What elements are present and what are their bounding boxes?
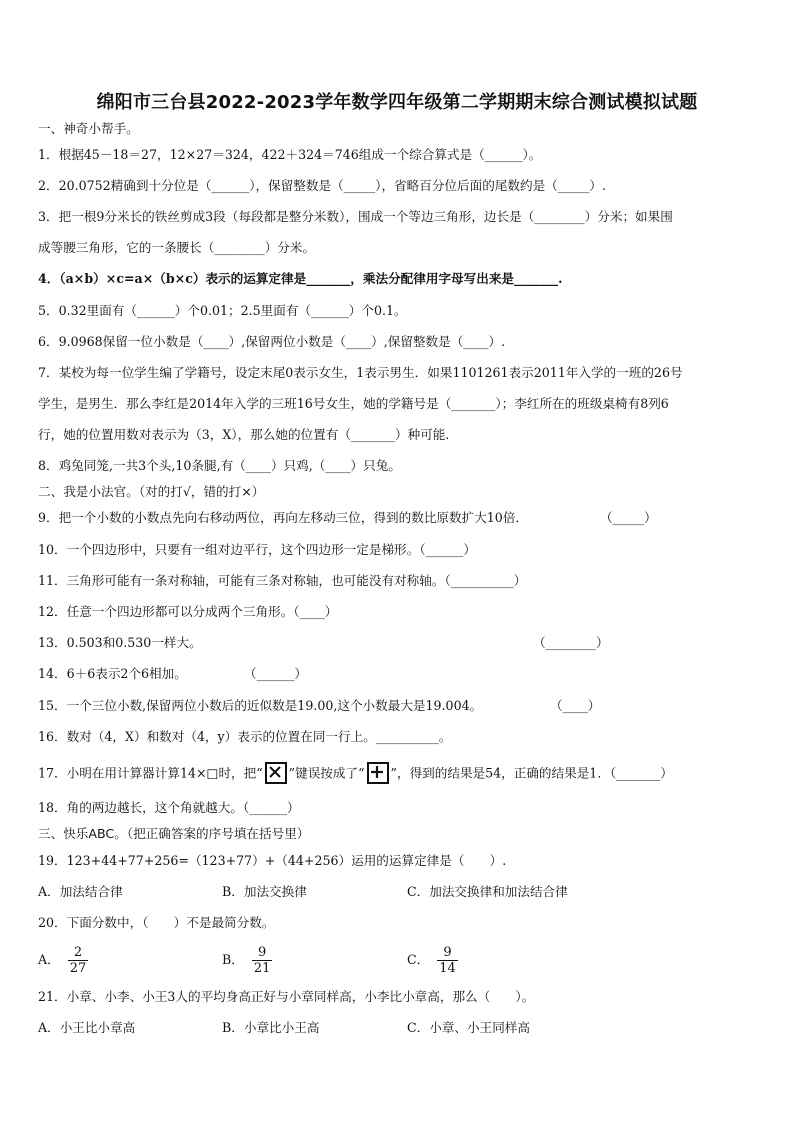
question-21-option-a: A．小王比小章高 <box>38 1020 136 1035</box>
question-15-answer: （____） <box>550 698 601 713</box>
question-7-line-1: 7．某校为每一位学生编了学籍号，设定末尾0表示女生，1表示男生．如果1101261表示2011年入学的一班的26号 <box>38 365 683 380</box>
question-19-option-a: A．加法结合律 <box>38 884 123 899</box>
question-17-part-3: ”，得到的结果是54，正确的结果是1．（_______） <box>390 765 673 781</box>
question-19: 19．123+44+77+256=（123+77）+（44+256）运用的运算定律是（ ）. <box>38 853 507 868</box>
question-15: 15．一个三位小数,保留两位小数后的近似数是19.00,这个小数最大是19.004。 <box>38 698 483 713</box>
fraction <box>68 945 89 976</box>
question-8: 8．鸡兔同笼,一共3个头,10条腿,有（____）只鸡,（____）只兔。 <box>38 458 401 473</box>
question-16: 16．数对（4，X）和数对（4，y）表示的位置在同一行上。__________。 <box>38 729 452 744</box>
question-20-option-c <box>407 942 458 978</box>
question-17 <box>38 763 760 785</box>
question-9-answer: （_____） <box>600 510 657 525</box>
question-10: 10．一个四边形中，只要有一组对边平行，这个四边形一定是梯形。（______） <box>38 542 476 557</box>
fraction <box>437 945 458 976</box>
question-1: 1．根据45－18＝27，12×27＝324，422＋324＝746组成一个综合算式是（______）。 <box>38 147 542 162</box>
section-2-heading: 二、我是小法官。（对的打√，错的打×） <box>38 484 265 499</box>
question-20: 20．下面分数中，（ ）不是最简分数。 <box>38 915 275 930</box>
section-3-heading: 三、快乐ABC。（把正确答案的序号填在括号里） <box>38 826 310 841</box>
question-6: 6．9.0968保留一位小数是（____）,保留两位小数是（____）,保留整数是（____）. <box>38 334 506 349</box>
question-19-option-c: C．加法交换律和加法结合律 <box>407 884 568 899</box>
fraction <box>252 945 273 976</box>
question-20-option-b <box>222 942 272 978</box>
question-14: 14．6＋6表示2个6相加。 <box>38 666 187 681</box>
question-4: 4．（a×b）×c=a×（b×c）表示的运算定律是_______，乘法分配律用字母写出来是_______. <box>38 271 563 286</box>
question-14-answer: （______） <box>244 666 307 681</box>
option-label: C． <box>407 952 430 967</box>
question-2: 2．20.0752精确到十分位是（______），保留整数是（_____），省略百分位后面的尾数约是（_____）. <box>38 178 606 193</box>
page-title: 绵阳市三台县2022-2023学年数学四年级第二学期期末综合测试模拟试题 <box>96 92 698 113</box>
question-19-option-b: B．加法交换律 <box>222 884 307 899</box>
question-20-option-a <box>38 942 88 978</box>
numerator: 2 <box>73 944 83 960</box>
multiply-key-icon <box>265 762 287 784</box>
question-9: 9．把一个小数的小数点先向右移动两位，再向左移动三位，得到的数比原数扩大10倍． <box>38 510 529 525</box>
numerator: 9 <box>257 944 267 960</box>
question-21-option-b: B．小章比小王高 <box>222 1020 320 1035</box>
question-11: 11．三角形可能有一条对称轴，可能有三条对称轴，也可能没有对称轴。（__________） <box>38 573 527 588</box>
question-13: 13．0.503和0.530一样大。 <box>38 635 202 650</box>
question-17-part-2: ”键误按成了“ <box>288 765 365 781</box>
question-13-answer: （________） <box>533 635 609 650</box>
section-1-heading: 一、神奇小帮手。 <box>38 121 139 136</box>
question-7-line-2: 学生，是男生．那么李红是2014年入学的三班16号女生，她的学籍号是（_______）；李红所在的班级桌椅有8列6 <box>38 396 669 411</box>
denominator: 21 <box>253 960 271 976</box>
question-17-part-1: 17．小明在用计算器计算14×□时，把“ <box>38 765 263 781</box>
question-18: 18．角的两边越长，这个角就越大。（______） <box>38 800 300 815</box>
option-label: B． <box>222 952 244 967</box>
question-7-line-3: 行，她的位置用数对表示为（3，X），那么她的位置有（_______）种可能. <box>38 427 450 442</box>
question-3-line-1: 3．把一根9分米长的铁丝剪成3段（每段都是整分米数），围成一个等边三角形，边长是（________）分米；如果围 <box>38 209 673 224</box>
option-label: A． <box>38 952 60 967</box>
question-3-line-2: 成等腰三角形，它的一条腰长（________）分米。 <box>38 240 316 255</box>
plus-key-icon <box>367 762 389 784</box>
question-21: 21．小章、小李、小王3人的平均身高正好与小章同样高，小李比小章高，那么（ ）。 <box>38 989 535 1004</box>
question-21-option-c: C．小章、小王同样高 <box>407 1020 530 1035</box>
denominator: 14 <box>439 960 456 976</box>
question-12: 12．任意一个四边形都可以分成两个三角形。（____） <box>38 604 338 619</box>
question-5: 5．0.32里面有（______）个0.01；2.5里面有（______）个0.1。 <box>38 303 407 318</box>
denominator: 27 <box>69 960 87 976</box>
numerator: 9 <box>443 944 452 960</box>
